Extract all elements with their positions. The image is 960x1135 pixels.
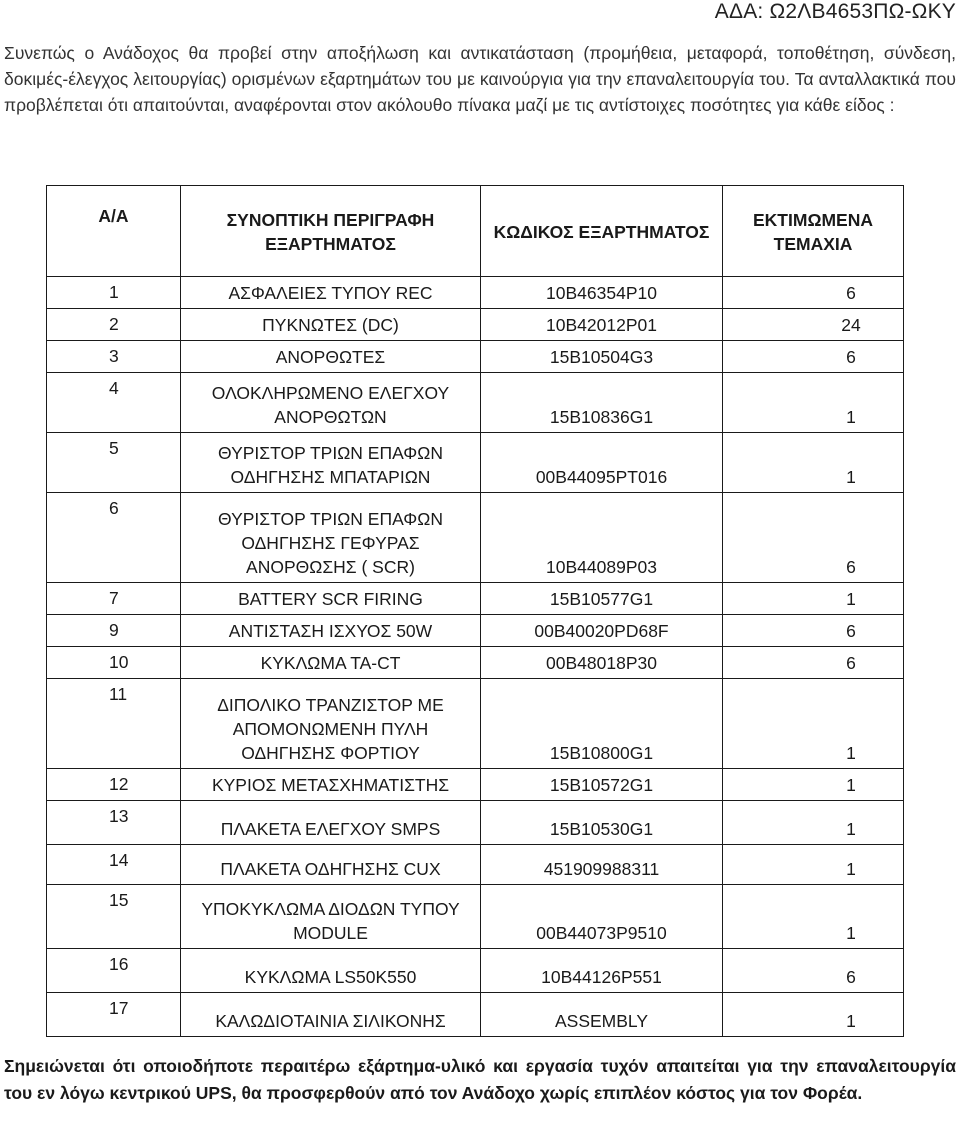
row-description: ΟΛΟΚΛΗΡΩΜΕΝΟ ΕΛΕΓΧΟΥ ΑΝΟΡΘΩΤΩΝ: [181, 373, 481, 433]
row-number: 14: [47, 845, 181, 885]
table-row: [47, 583, 904, 615]
row-quantity: 1: [723, 583, 904, 615]
row-description: ΔΙΠΟΛΙΚΟ ΤΡΑΝΖΙΣΤΟΡ ΜΕ ΑΠΟΜΟΝΩΜΕΝΗ ΠΥΛΗ ΟΔΗΓΗΣΗΣ ΦΟΡΤΙΟΥ: [181, 679, 481, 769]
row-quantity: 1: [723, 885, 904, 949]
row-description: ΚΑΛΩΔΙΟΤΑΙΝΙΑ ΣΙΛΙΚΟΝΗΣ: [181, 993, 481, 1037]
row-quantity: 6: [723, 949, 904, 993]
row-code: 15B10577G1: [481, 583, 723, 615]
table-row: [47, 309, 904, 341]
row-description: ΠΛΑΚΕΤΑ ΟΔΗΓΗΣΗΣ CUX: [181, 845, 481, 885]
table-row: [47, 277, 904, 309]
header-code: ΚΩΔΙΚΟΣ ΕΞΑΡΤΗΜΑΤΟΣ: [481, 186, 723, 277]
header-description: ΣΥΝΟΠΤΙΚΗ ΠΕΡΙΓΡΑΦΗ ΕΞΑΡΤΗΜΑΤΟΣ: [181, 186, 481, 277]
row-quantity: 6: [723, 341, 904, 373]
row-code: 15B10800G1: [481, 679, 723, 769]
row-code: ASSEMBLY: [481, 993, 723, 1037]
row-quantity: 6: [723, 647, 904, 679]
row-code: 10B42012P01: [481, 309, 723, 341]
table-row: [47, 433, 904, 493]
row-number: 5: [47, 433, 181, 493]
table-row: [47, 885, 904, 949]
row-number: 9: [47, 615, 181, 647]
row-quantity: 1: [723, 373, 904, 433]
row-number: 7: [47, 583, 181, 615]
row-quantity: 1: [723, 679, 904, 769]
row-code: 00B40020PD68F: [481, 615, 723, 647]
table-row: [47, 493, 904, 583]
row-description: ΚΥΡΙΟΣ ΜΕΤΑΣΧΗΜΑΤΙΣΤΗΣ: [181, 769, 481, 801]
header-no: Α/Α: [47, 186, 181, 277]
row-code: 451909988311: [481, 845, 723, 885]
table-row: [47, 615, 904, 647]
intro-paragraph: Συνεπώς ο Ανάδοχος θα προβεί στην αποξήλωση και αντικατάσταση (προμήθεια, μεταφορά, τοποθέτηση, σύνδεση, δοκιμές-έλεγχος λειτουργίας) ορισμένων εξαρτημάτων του με καινούργια για την επαναλειτουργία του. Τα ανταλλακτικά που προβλέπεται ότι απαιτούνται, αναφέρονται στον ακόλουθο πίνακα μαζί με τις αντίστοιχες ποσότητες για κάθε είδος :: [4, 43, 956, 115]
table-row: [47, 647, 904, 679]
row-quantity: 24: [723, 309, 904, 341]
row-number: 1: [47, 277, 181, 309]
row-number: 3: [47, 341, 181, 373]
row-quantity: 1: [723, 993, 904, 1037]
header-quantity: ΕΚΤΙΜΩΜΕΝΑ ΤΕΜΑΧΙΑ: [723, 186, 904, 277]
row-quantity: 1: [723, 845, 904, 885]
row-description: ΑΣΦΑΛΕΙΕΣ ΤΥΠΟΥ REC: [181, 277, 481, 309]
table-row: [47, 993, 904, 1037]
table-row: [47, 769, 904, 801]
row-description: BATTERY SCR FIRING: [181, 583, 481, 615]
row-quantity: 1: [723, 769, 904, 801]
row-number: 10: [47, 647, 181, 679]
table-row: [47, 679, 904, 769]
footer-note: Σημειώνεται ότι οποιοδήποτε περαιτέρω εξάρτημα-υλικό και εργασία τυχόν απαιτείται για την επαναλειτουργία του εν λόγω κεντρικού UPS, θα προσφερθούν από τον Ανάδοχο χωρίς επιπλέον κόστος για τον Φορέα.: [4, 1056, 956, 1103]
table-row: [47, 845, 904, 885]
row-code: 00B44073P9510: [481, 885, 723, 949]
table-header-row: [47, 186, 904, 277]
row-code: 15B10572G1: [481, 769, 723, 801]
row-description: ΑΝΟΡΘΩΤΕΣ: [181, 341, 481, 373]
row-description: ΚΥΚΛΩΜΑ ΤΑ-CT: [181, 647, 481, 679]
row-number: 4: [47, 373, 181, 433]
row-description: ΠΥΚΝΩΤΕΣ (DC): [181, 309, 481, 341]
row-quantity: 6: [723, 615, 904, 647]
table-row: [47, 801, 904, 845]
row-code: 00B44095PT016: [481, 433, 723, 493]
document-id: ΑΔΑ: Ω2ΛΒ4653ΠΩ-ΩΚΥ: [714, 0, 956, 23]
row-code: 10B46354P10: [481, 277, 723, 309]
row-number: 15: [47, 885, 181, 949]
row-number: 12: [47, 769, 181, 801]
row-description: ΠΛΑΚΕΤΑ ΕΛΕΓΧΟΥ SMPS: [181, 801, 481, 845]
row-number: 16: [47, 949, 181, 993]
table-row: [47, 949, 904, 993]
row-description: ΥΠΟΚΥΚΛΩΜΑ ΔΙΟΔΩΝ ΤΥΠΟΥ MODULE: [181, 885, 481, 949]
row-quantity: 1: [723, 433, 904, 493]
row-number: 11: [47, 679, 181, 769]
row-number: 6: [47, 493, 181, 583]
row-quantity: 1: [723, 801, 904, 845]
row-number: 13: [47, 801, 181, 845]
row-code: 15B10504G3: [481, 341, 723, 373]
row-quantity: 6: [723, 493, 904, 583]
row-description: ΑΝΤΙΣΤΑΣΗ ΙΣΧΥΟΣ 50W: [181, 615, 481, 647]
row-description: ΘΥΡΙΣΤΟΡ ΤΡΙΩΝ ΕΠΑΦΩΝ ΟΔΗΓΗΣΗΣ ΓΕΦΥΡΑΣ ΑΝΟΡΘΩΣΗΣ ( SCR): [181, 493, 481, 583]
row-code: 10B44126P551: [481, 949, 723, 993]
parts-table: [46, 185, 904, 1037]
row-code: 15B10836G1: [481, 373, 723, 433]
row-code: 00B48018P30: [481, 647, 723, 679]
row-code: 15B10530G1: [481, 801, 723, 845]
table-row: [47, 341, 904, 373]
row-description: ΚΥΚΛΩΜΑ LS50K550: [181, 949, 481, 993]
table-row: [47, 373, 904, 433]
row-description: ΘΥΡΙΣΤΟΡ ΤΡΙΩΝ ΕΠΑΦΩΝ ΟΔΗΓΗΣΗΣ ΜΠΑΤΑΡΙΩΝ: [181, 433, 481, 493]
row-number: 2: [47, 309, 181, 341]
row-code: 10B44089P03: [481, 493, 723, 583]
row-number: 17: [47, 993, 181, 1037]
row-quantity: 6: [723, 277, 904, 309]
